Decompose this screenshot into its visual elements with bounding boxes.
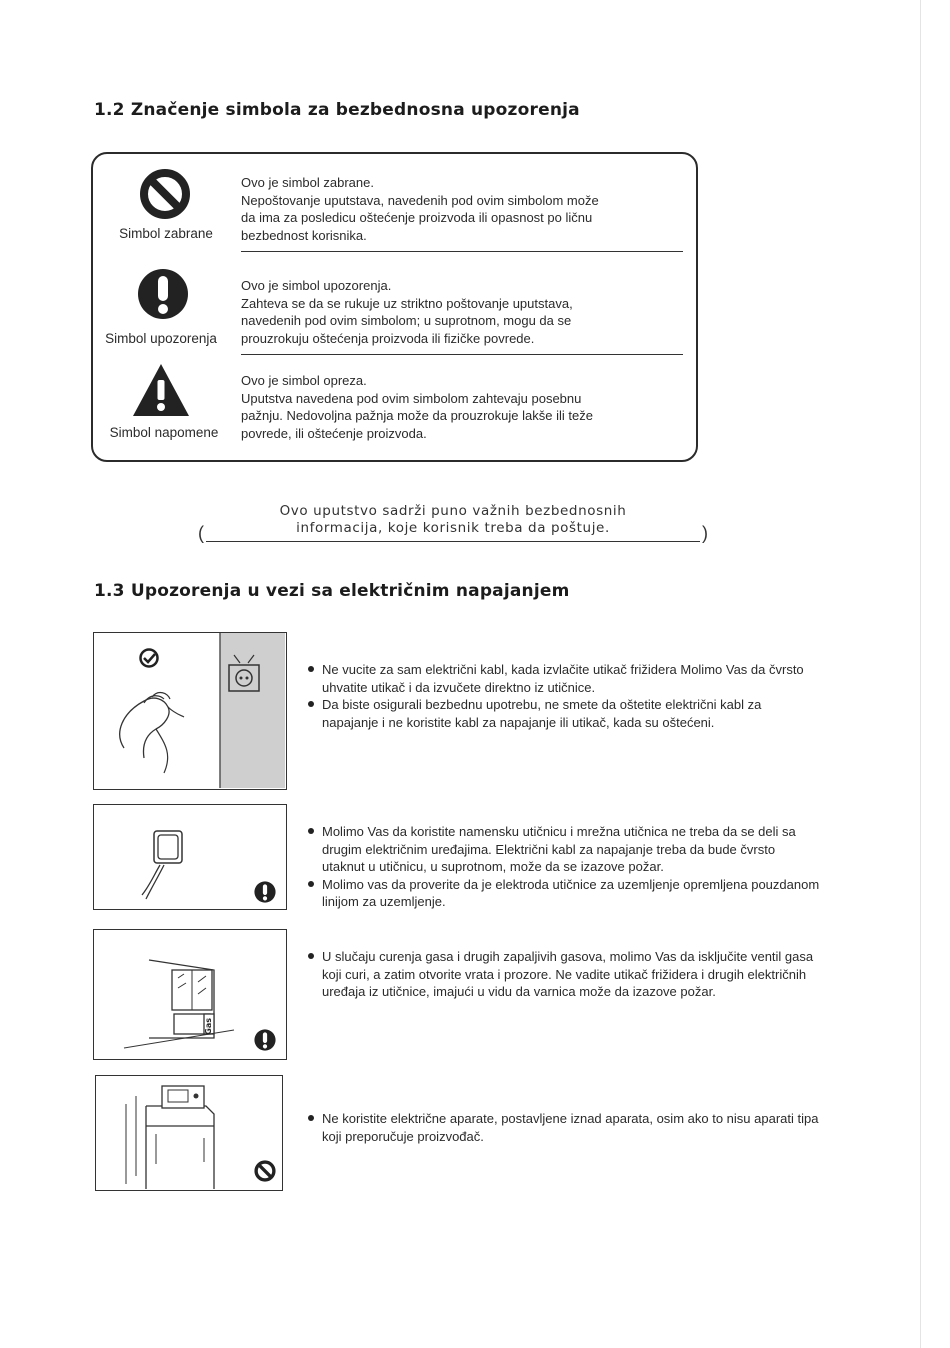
left-bracket: ( xyxy=(198,523,204,543)
warning-list-3 xyxy=(306,948,821,1001)
note-text xyxy=(198,503,708,537)
gas-leak-window-illustration xyxy=(93,929,287,1060)
warning-list-2 xyxy=(306,823,821,911)
prohibition-icon xyxy=(254,1160,276,1182)
text-line: da ima za posledicu oštećenje proizvoda ili opasnost po ličnu xyxy=(241,210,593,225)
text-line: pažnju. Nedovoljna pažnja može da prouzrokuje lakše ili teže xyxy=(241,408,593,423)
prohibition-icon xyxy=(139,168,191,220)
note-line: Ovo uputstvo sadrži puno važnih bezbednosnih xyxy=(279,503,627,519)
warning-exclamation-icon xyxy=(137,268,189,320)
wall-socket-illustration xyxy=(93,804,287,910)
text-line: Nepoštovanje uputstava, navedenih pod ovim simbolom može xyxy=(241,192,599,208)
hand-unplugging-plug-illustration xyxy=(93,632,287,790)
symbol-label-prohibition: Simbol zabrane xyxy=(119,226,213,241)
text-line: povrede, ili oštećenje proizvoda. xyxy=(241,425,427,441)
warning-list-1 xyxy=(306,661,821,731)
text-line: Ovo je simbol zabrane. xyxy=(241,175,374,190)
symbol-label-caution: Simbol napomene xyxy=(109,425,219,440)
text-line: bezbednost korisnika. xyxy=(241,227,367,243)
section-title-1-3: 1.3 Upozorenja u vezi sa električnim napajanjem xyxy=(94,581,570,601)
warning-item: Ne vucite za sam električni kabl, kada izvlačite utikač frižidera Molimo Vas da čvrsto uhvatite utikač i da izvučete direktno iz utičnice. xyxy=(306,661,821,696)
warning-item: Molimo vas da proverite da je elektroda utičnice za uzemljenje opremljena pouzdanom linijom za uzemljenje. xyxy=(306,876,821,911)
caution-triangle-icon xyxy=(131,362,191,418)
text-line: Ovo je simbol opreza. xyxy=(241,373,367,388)
warning-exclamation-icon xyxy=(254,1029,276,1051)
warning-item: U slučaju curenja gasa i drugih zapaljivih gasova, molimo Vas da isključite ventil gasa koji curi, a zatim otvorite vrata i prozore. Ne vadite utikač frižidera i drugih električnih uređaja iz utičnice, imajući u vidu da varnica može da izazove požar. xyxy=(306,948,821,1001)
warning-item: Molimo Vas da koristite namensku utičnicu i mrežna utičnica ne treba da se deli sa drugim električnim uređajima. Električni kabl za napajanje treba da bude čvrsto utaknut u utičnicu, u suprotnom, može da se izazove požar. xyxy=(306,823,821,876)
symbol-label-warning: Simbol upozorenja xyxy=(105,331,217,346)
note-line: informacija, koje korisnik treba da poštuje. xyxy=(296,520,610,536)
appliance-on-fridge-illustration xyxy=(95,1075,283,1191)
text-line: Ovo je simbol upozorenja. xyxy=(241,278,392,293)
text-line: Uputstva navedena pod ovim simbolom zahtevaju posebnu xyxy=(241,390,582,406)
important-note-banner xyxy=(198,503,708,543)
divider xyxy=(241,354,683,355)
text-line: Zahteva se da se rukuje uz striktno poštovanje uputstava, xyxy=(241,295,573,311)
note-underline xyxy=(206,541,700,542)
symbol-description-caution xyxy=(241,372,661,442)
text-line: prouzrokuju oštećenja proizvoda ili fizičke povrede. xyxy=(241,330,535,346)
symbol-description-warning xyxy=(241,277,661,347)
gas-label: Gas xyxy=(204,1018,213,1035)
warning-item: Da biste osigurali bezbednu upotrebu, ne smete da oštetite električni kabl za napajanje i ne koristite kabl za napajanje ili utikač, kada su oštećeni. xyxy=(306,696,821,731)
check-circle-icon xyxy=(138,647,160,669)
divider xyxy=(241,251,683,252)
warning-list-4 xyxy=(306,1110,821,1145)
section-title-1-2: 1.2 Značenje simbola za bezbednosna upozorenja xyxy=(94,100,580,120)
warning-exclamation-icon xyxy=(254,881,276,903)
right-bracket: ) xyxy=(702,523,708,543)
symbol-description-prohibition xyxy=(241,174,661,244)
warning-item: Ne koristite električne aparate, postavljene iznad aparata, osim ako to nisu aparati tipa koji preporučuje proizvođač. xyxy=(306,1110,821,1145)
safety-symbols-box xyxy=(91,152,698,462)
text-line: navedenih pod ovim simbolom; u suprotnom, mogu da se xyxy=(241,313,572,328)
page-edge xyxy=(920,0,921,1348)
